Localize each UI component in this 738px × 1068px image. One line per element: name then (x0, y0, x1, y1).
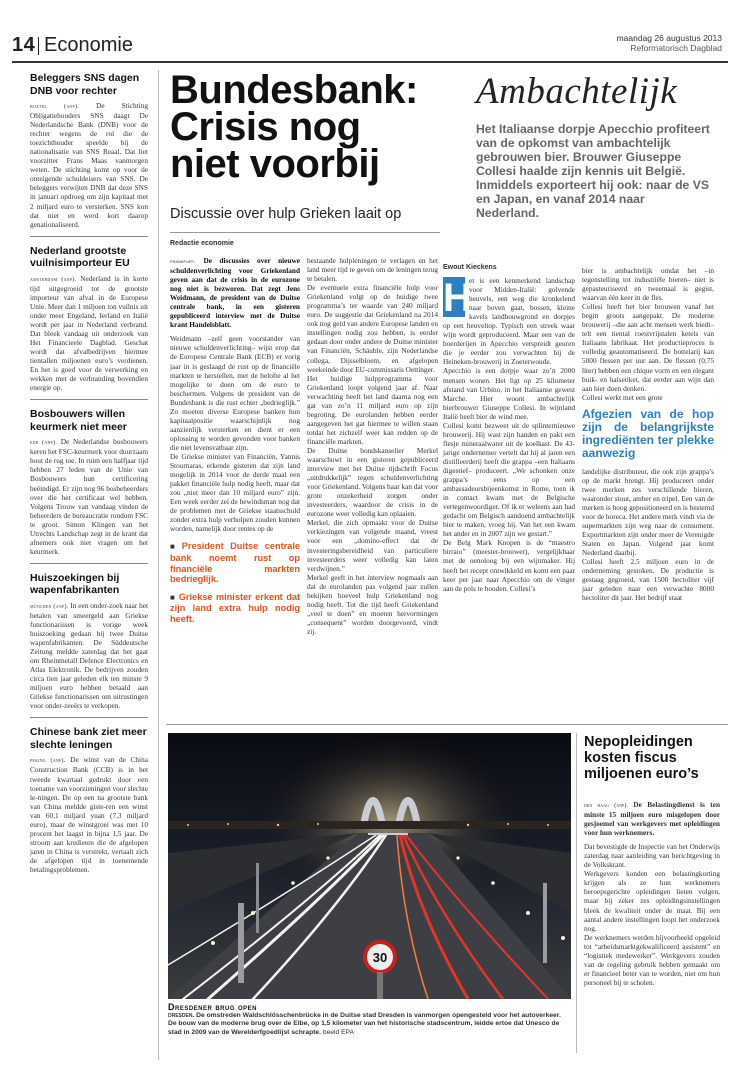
drop-cap: H (443, 276, 472, 320)
feature-pull-quote: Afgezien van de hop zijn de belangrijkste ingrediënten ter plekke aanwezig (582, 406, 714, 461)
article-column-2: bestaande hulpleningen te verlagen en het land meer tijd te geven om de leningen terug te betalen. De eventuele extra financiële hulp voor Griekenland volgt op de huidige twee programma’s ter waarde van 240 miljard euro. De suggestie dat Griekenland na 2014 ook nog geld van andere Europese landen en instellingen nodig zou hebben, is eerder gedaan door onder andere de Duitse minister van Financiën, Schäuble, zijn Nederlandse collega, Dijsselbloem, en afgelopen weekeinde door EU-commissaris Oettinger. Het huidige hulpprogramma voor Griekenland loopt volgend jaar af. Naar verwachting heeft het land daarna nog een gat van zo’n 11 miljard euro op zijn begroting. De eurolanden hebben eerder aangegeven het gat hiermee te willen staan totdat het zichzelf weer kan redden op de financiële markten. De Duitse bondskanselier Merkel waarschuwt in een gisteren gepubliceerd interview met het Duitse tijdschrift Focus „uitdrukkelijk” tegen schuldenverlichting voor Griekenland. Volgens haar kan dat voor grote onzekerheid zorgen onder investeerders, waardoor de crisis in de eurozone weer volledig kan oplaaien. Merkel, die zich opmaakt voor de Duitse verkiezingen van volgende maand, vreest voor een „domino-effect dat de investeringsbereidheid van particuliere investeerders weer volledig kan laten verdwijnen.” Merkel geeft in het interview nogmaals aan dat de eurolanden pas volgend jaar zullen bekijken hoeveel hulp Griekenland nog nodig heeft. Tot die tijd heeft Griekenland „veel te doen” en moeten hervormingen „consequent” worden doorgevoerd, vindt zij. (307, 256, 438, 636)
pull-quote-text: President Duitse centrale bank noemt rust op financiële markten bedrieglijk. (170, 541, 300, 585)
brief-story (30, 726, 148, 874)
article-lead-text: De discussies over nieuwe schuldenverlichting voor Griekenland geven aan dat de crisis in de eurozone nog niet is bezworen. Dat zegt Jens Weidmann, de president van de Duitse centrale bank, in een gisteren gepubliceerd interview met de Duitse krant Handelsblatt. (170, 256, 300, 330)
brief-text: De winst van de China Construction Bank (CCB) is in het tweede kwartaal gedrukt door een toename van voorzieningen voor slechte le-ningen. De op een na grootste bank van China meldde giste-ren een winst van 60,1 miljard yuan (7,3 miljard euro), maar de winstgroei was met 10 procent het laagst in bijna 1,5 jaar. De stroom aan kredieten die de afgelopen jaren in China is verstrekt, vertaalt zich de afgelopen tijd in toenemende betalingsproblemen. (30, 755, 148, 874)
speed-sign-number: 30 (372, 950, 388, 965)
right-story-dateline: den haag (anp). (584, 802, 628, 809)
brief-body (30, 101, 148, 229)
article-lead (170, 256, 300, 329)
article-headline: Bundesbank: Crisis nog niet voorbij (170, 68, 418, 186)
bridge-photo-illustration (168, 733, 571, 999)
brief-separator (30, 399, 148, 400)
brief-text: In een onder-zoek naar het betalen van smeergeld aan Griekse functionarissen is vorige week huiszoeking gedaan bij twee Duitse wapenfabrikanten. De Süddeutsche Zeitung meldde zaterdag dat het gaat om Rheinmetall Defence Electronics en Atlas Elektronik. De bedrijven zouden circa tien jaar geleden elk ten minste 9 miljoen euro hebben betaald aan Griekse functionarissen om uitrustingen voor onder-zeeërs te verkopen. (30, 600, 148, 711)
photo-caption (168, 1012, 571, 1037)
page-number: 14 (12, 34, 36, 56)
brief-separator (30, 717, 148, 718)
subtitle-rule (170, 232, 440, 233)
brief-dateline: boxtel (anp). (30, 103, 80, 110)
photo-caption-title (168, 1002, 571, 1012)
section-rule (166, 724, 728, 725)
brief-story (30, 72, 148, 229)
photo-credit: beeld EPA (322, 1028, 354, 1036)
issue-date: maandag 26 augustus 2013 (616, 33, 722, 43)
feature-body: landelijke distributeur, die ook zijn grappa’s op de markt brengt. Hij produceert onder twee merken zes verschillende bieren, waaronder stout, amber en tripel. Een van de merken is hoog gepositioneerd en is bestemd voor de horeca. Het andere merk vindt via de supermarkten zijn weg naar de consument. Exportmarkten zijn onder meer de Verenigde Staten en Japan. Volgend jaar komt Nederland daarbij. Collesi heeft 2,5 miljoen euro in de onderneming gestoken. De productie is gestaag gegroeid, van 1500 hectoliter vijf jaar geleden naar een verwachte 8000 hectoliter dit jaar. Het bedrijf staat (582, 466, 714, 603)
right-story-lead: De Belastingdienst is ten minste 15 miljoen euro misgelopen door gesjoemel van werkgevers met opleidingen voor hun werknemers. (584, 800, 721, 838)
article-column-1 (170, 256, 300, 625)
article-body: Weidmann –zelf geen voorstander van nieuwe schuldenverlichting– wijst erop dat de Europese Centrale Bank (ECB) er vorig jaar in is geslaagd de rust op de financiële markten te herstellen, met de belofte al het mogelijke te doen om de euro te beschermen. Volgens de president van de Bundesbank is die rust echter „bedrieglijk.” Zo moeten diverse Europese banken hun kapitaalpositie waarschijnlijk nog aanzienlijk versterken en dient er een oplossing te worden gevonden voor banken die niet levensvatbaar zijn. De Griekse minister van Financiën, Yannis Stournaras, erkende gisteren dat zijn land mogelijk in 2014 voor de derde maal een pakket financiële hulp nodig heeft, maar dat zou „niet meer dan 10 miljard euro” zijn. Een week eerder zei de bewindsman nog dat de problemen met de Griekse staatsschuld zonder extra hulp verholpen zouden kunnen worden, namelijk door rentes op de (170, 334, 300, 534)
brief-body (30, 755, 148, 874)
brief-separator (30, 236, 148, 237)
brief-headline: Beleggers SNS dagen DNB voor rechter (30, 72, 140, 97)
brief-story (30, 408, 148, 556)
brief-dateline: ede (anp). (30, 439, 58, 447)
feature-lead: Het Italiaanse dorpje Apecchio profiteert van de opkomst van ambachtelijk gebrouwen bier. Brouwer Giuseppe Collesi haalde zijn kennis uit België. Inmiddels exporteert hij ook: naar de VS en Japan, en vanaf 2014 naar Nederland. (476, 122, 710, 220)
column-divider (576, 733, 577, 1053)
brief-headline: Nederland grootste vuilnisimporteur EU (30, 244, 130, 270)
right-story-text: Dat bevestigde de Inspectie van het Onderwijs zaterdag naar aanleiding van berichtgeving in de Volkskrant. Werkgevers konden een belastingkorting krijgen als ze hun werknemers beroepsgerichte opleidingen lieten volgen, maar bij zeker zes opleidingsinstellingen bleek de kwaliteit onder de maat. Bij een aantal andere instellingen loopt het onderzoek nog. De werknemers werden bijvoorbeeld opgeleid tot “arbeidsmarktgekwalificeerd assistent” en “logistiek medewerker”. Werkgevers zouden van de regeling gebruik hebben gemaakt om er financieel beter van te worden, niet om hun personeel bij te scholen. (584, 842, 720, 987)
square-bullet-icon: ■ (170, 592, 176, 602)
bridge-photo (168, 733, 571, 999)
brief-text: Nederland is in korte tijd uitgegroeid tot de grootste importeur van afval in de Europese Unie. Meer dan 1 miljoen ton vuilnis uit onder meer Engeland, Ierland en Italië wordt per jaar in Nederland verbrand. Dat bleek vandaag uit onderzoek van Het Financieele Dagblad. Geschat wordt dat afvalbedrijven hiermee tientallen miljoenen euro’s verdienen. En het is goed voor de verwerking en wekken met de verbranding bovendien energie op. (30, 273, 148, 393)
brief-text: De Stichting Obligatiehouders SNS daagt De Nederlandsche Bank (DNB) voor de rechter wegens de rol die de toezichthouder speelde bij de nationalisatie van SNS Reaal. Dat liet voorzitter Frans Maas vanmorgen weten. De stichting komt op voor de onteigende schuldeisers van SNS. De beleggers verwijten DNB dat deze SNS in januari opdroeg om zijn kapitaal met 2 miljard euro te versterken. SNS kon dat niet en werd kort daarop genationaliseerd. (30, 101, 148, 229)
page-header (12, 33, 728, 59)
photo-caption-dateline: dresden. (168, 1012, 195, 1019)
newspaper-name: Reformatorisch Dagblad (630, 43, 722, 53)
section-title: Economie (44, 34, 133, 56)
pull-quote (170, 541, 300, 584)
brief-story (30, 572, 148, 711)
news-briefs-column (30, 72, 148, 881)
feature-column-2 (582, 266, 714, 602)
photo-caption-text: De omstreden Waldschlösschenbrücke in de Duitse stad Dresden is vanmorgen opengesteld voor het autoverkeer. De bouw van de moderne brug over de Elbe, op 1,5 kilometer van het historische stadscentrum, leidde ertoe dat Unesco de stad in 2009 van de Werelderfgoedlijst schrapte. (168, 1012, 561, 1036)
brief-headline: Huiszoekingen bij wapenfabrikanten (30, 571, 120, 597)
brief-body (30, 274, 148, 393)
header-rule (12, 61, 728, 63)
article-byline: Redactie economie (170, 240, 234, 247)
feature-column-1 (443, 276, 575, 593)
article-subtitle: Discussie over hulp Grieken laait op (170, 206, 402, 222)
header-divider (38, 37, 39, 55)
article-dateline: frankfurt. (170, 258, 196, 265)
pull-quote-text: Griekse minister erkent dat zijn land extra hulp nodig heeft. (170, 591, 300, 624)
brief-dateline: amsterdam (anp). (30, 275, 77, 283)
feature-body: et is een kenmerkend landschap voor Midden-Italië: golvende heuvels, een weg die kronkelend naar boven gaat, bossen, kleine kavels landbouwgrond en dorpjes op een heuveltop. Typisch een streek waar wijn wordt geproduceerd. Maar een van de boerderijen in Apecchio verspreidt geuren die je eerder zou verwachten bij de Heineken-brouwerij in Zoeterwoude. Apecchio is een dorpje waar zo’n 2000 mensen wonen. Het ligt op 25 kilometer afstand van Urbino, in het Italiaanse gewest Marche. Hier woont ambachtelijk bierbrouwer Giuseppe Collesi. In wijnland Italië heeft bier de wind mee. Collesi komt bezweet uit de splinternieuwe brouwerij. Hij wast zijn handen en pakt een flesje mineraalwater uit de koelkast. De 43-jarige ondernemer vertelt dat hij al jaren een distilleerderij heeft die grappa –een Italiaans digestief– produceert. „We schonken onze grappa’s eens op een ambassadeursbijeenkomst in Rome, toen ik in contact kwam met de Belgische vertegenwoordiger. Of ik er weleens aan had gedacht om Belgisch aandoend ambachtelijk bier te maken, vroeg hij. Van het een kwam het ander en in 2007 zijn we gestart.” De Belg Mark Knopen is de “maestro birraio” (meester-brouwer), vergelijkbaar met de oenoloog bij een wijnmaker. Hij heeft het recept ontwikkeld en komt een paar keer per jaar naar Apecchio om de vinger aan de pols te houden. Collesi’s (443, 276, 575, 593)
brief-dateline: münchen (anp). (30, 602, 69, 610)
brief-body (30, 437, 148, 556)
feature-byline: Ewout Kieckens (443, 264, 497, 271)
column-divider (158, 70, 159, 1060)
pull-quote (170, 592, 300, 625)
photo-caption-title-text: Dresdener brug open (168, 1002, 258, 1012)
right-story-body (584, 800, 720, 987)
brief-headline: Bosbouwers willen keurmerk niet meer (30, 408, 127, 433)
feature-body: bier is ambachtelijk omdat het –in tegenstelling tot industriële bieren– niet is gepasteuriseerd en tweemaal is gegist, waarvan één keer in de fles. Collesi heeft het bier brouwen vanaf het begin groots aangepakt. De moderne brouwerij –die aan acht mensen werk biedt– telt een tiental roestvrijstalen ketels van Italiaans fabrikaat. Het productieproces is volledig geautomatiseerd. De bottelarij kan 5000 flessen per uur aan. De flessen (0,75 liter) hebben een chique vorm en een elegant buik- en halsetiket, dat eerder aan wijn dan aan bier doen denken. Collesi werkt met een grote (582, 266, 714, 402)
brief-dateline: peking (anp). (30, 757, 66, 765)
brief-separator (30, 563, 148, 564)
brief-text: De Nederlandse bosbouwers keren het FSC-keurmerk voor duurzaam hout de rug toe. In ruim een halfjaar tijd hebben 27 leden van de Unie van Bosbouwers hun certificering beëindigd. Er zijn nog 96 bosbeheerders over die het certificaat wel hebben. Volgens Trouw van vandaag vinden de beheerders de bureaucratie rondom FSC te groot. Simon Klingen van het Utrechts Landschap zegt in de krant dat afnemers ook niet vragen om het keurmerk. (30, 437, 148, 556)
feature-headline: Ambachtelijk (476, 71, 678, 112)
square-bullet-icon: ■ (170, 542, 179, 552)
right-story-headline: Nepopleidingen kosten fiscus miljoenen euro’s (584, 734, 699, 782)
brief-story (30, 245, 148, 393)
brief-headline: Chinese bank ziet meer slechte leningen (30, 726, 147, 751)
brief-body (30, 601, 148, 711)
